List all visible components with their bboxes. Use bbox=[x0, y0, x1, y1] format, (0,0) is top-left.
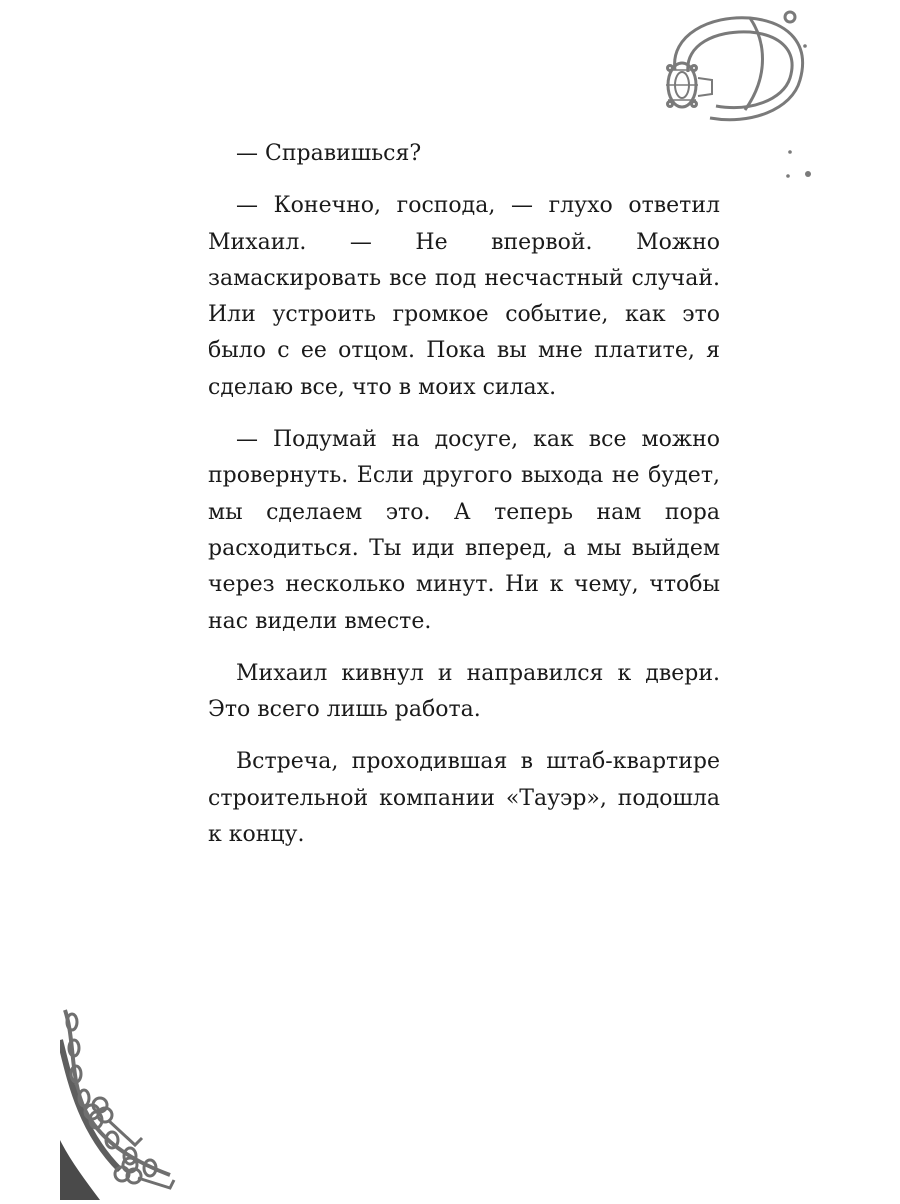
paragraph: — Справишься? bbox=[236, 141, 422, 166]
paragraph: Встреча, проходившая в штаб-квартире строительной компании «Тауэр», подошла к концу. bbox=[208, 749, 720, 848]
paragraph: — Конечно, господа, — глухо ответил Михаил. — Не впервой. Можно замаскировать все под несчастный случай. Или устроить громкое событие, как это было с ее отцом. Пока вы мне платите, я сделаю все, что в моих силах. bbox=[208, 193, 720, 400]
text-body bbox=[208, 136, 720, 869]
paragraph: — Подумай на досуге, как все можно провернуть. Если другого выхода не будет, мы сделаем это. А теперь нам пора расходиться. Ты иди вперед, а мы выйдем через несколько минут. Ни к чему, чтобы нас видели вместе. bbox=[208, 427, 720, 634]
chain-with-keys-icon bbox=[60, 1000, 200, 1200]
paragraph: Михаил кивнул и направился к двери. Это всего лишь работа. bbox=[208, 660, 720, 723]
